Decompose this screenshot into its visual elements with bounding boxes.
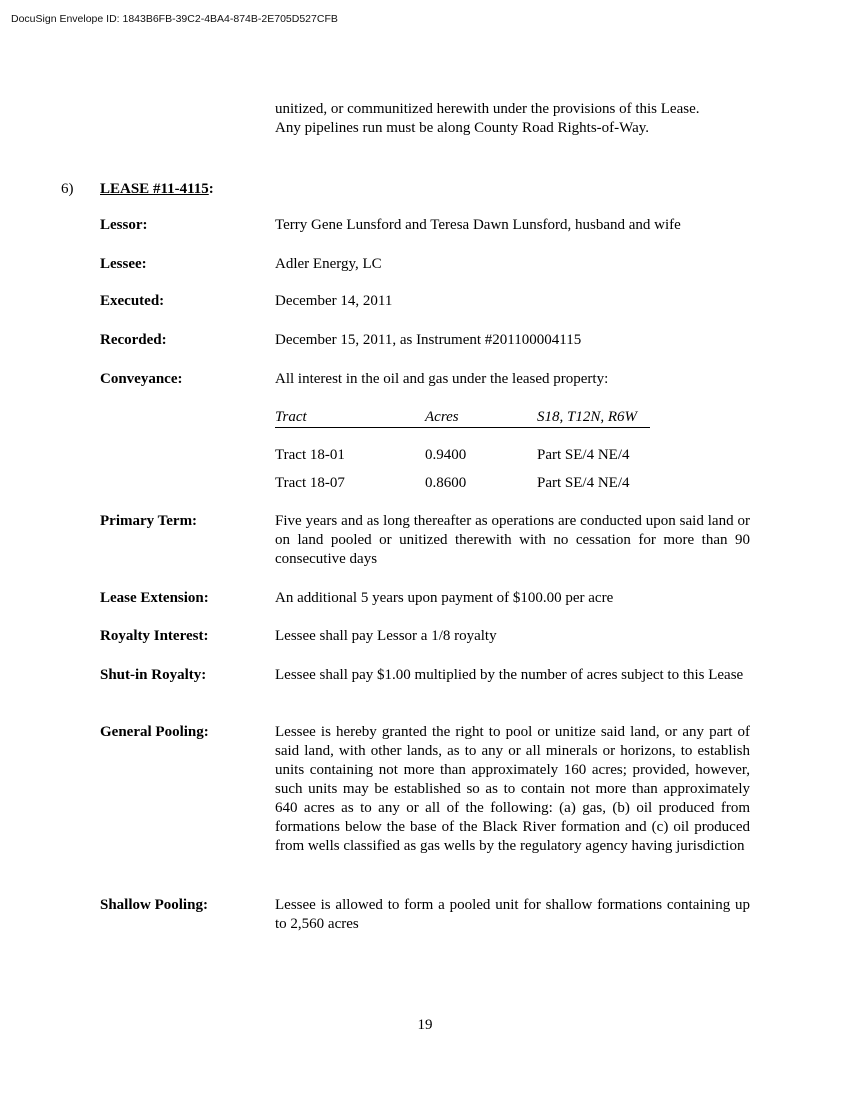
shutin-royalty-label: Shut-in Royalty:	[100, 667, 207, 683]
tract-table-header	[275, 408, 650, 428]
lessee-label: Lessee:	[100, 256, 147, 272]
page-number: 19	[417, 1017, 433, 1033]
table-row	[275, 446, 650, 465]
royalty-interest-label: Royalty Interest:	[100, 628, 209, 644]
tract-cell: Tract 18-01	[275, 447, 345, 463]
executed-value: December 14, 2011	[275, 293, 393, 309]
acres-cell: 0.8600	[425, 475, 467, 491]
lease-extension-value: An additional 5 years upon payment of $100.00 per acre	[275, 590, 614, 606]
general-pooling-value: Lessee is hereby granted the right to pool or unitize said land, or any part of said land, with other lands, as to any or all minerals or horizons, to establish units containing not more than approximately 160 acres; provided, however, such units may be established so as to contain not more than approximately 640 acres as to any or all of the following: (a) gas, (b) oil produced from formations below the base of the Black River formation and (c) oil produced from wells classified as gas wells by the regulatory agency having jurisdiction	[275, 724, 750, 854]
acres-cell: 0.9400	[425, 447, 467, 463]
recorded-value: December 15, 2011, as Instrument #201100004115	[275, 332, 582, 348]
royalty-interest-value: Lessee shall pay Lessor a 1/8 royalty	[275, 628, 497, 644]
conveyance-label: Conveyance:	[100, 371, 183, 387]
lease-title-suffix: :	[208, 181, 214, 197]
general-pooling-label: General Pooling:	[100, 724, 209, 740]
conveyance-value: All interest in the oil and gas under the leased property:	[275, 371, 609, 387]
recorded-label: Recorded:	[100, 332, 167, 348]
tract-cell: Tract 18-07	[275, 475, 345, 491]
primary-term-label: Primary Term:	[100, 513, 198, 529]
lease-heading	[100, 180, 214, 199]
shutin-royalty-value: Lessee shall pay $1.00 multiplied by the number of acres subject to this Lease	[275, 667, 744, 683]
executed-label: Executed:	[100, 293, 165, 309]
lessor-value: Terry Gene Lunsford and Teresa Dawn Lunsford, husband and wife	[275, 217, 681, 233]
table-row	[275, 474, 650, 493]
acres-column-header: Acres	[425, 409, 459, 425]
docusign-envelope-id: DocuSign Envelope ID: 1843B6FB-39C2-4BA4-874B-2E705D527CFB	[11, 13, 338, 25]
lease-extension-label: Lease Extension:	[100, 590, 209, 606]
lease-title: LEASE #11-4115	[100, 181, 209, 197]
shallow-pooling-label: Shallow Pooling:	[100, 897, 208, 913]
continuation-text	[275, 100, 750, 138]
primary-term-value: Five years and as long thereafter as operations are conducted upon said land or on land pooled or unitized therewith with no cessation for more than 90 consecutive days	[275, 513, 750, 567]
continuation-line-1: unitized, or communitized herewith under the provisions of this Lease.	[275, 101, 700, 117]
tract-column-header: Tract	[275, 409, 307, 425]
lease-number: 6)	[61, 181, 74, 197]
lessor-label: Lessor:	[100, 217, 148, 233]
continuation-line-2: Any pipelines run must be along County Road Rights-of-Way.	[275, 120, 650, 136]
location-cell: Part SE/4 NE/4	[537, 447, 630, 463]
lessee-value: Adler Energy, LC	[275, 256, 382, 272]
shallow-pooling-value: Lessee is allowed to form a pooled unit for shallow formations containing up to 2,560 acres	[275, 897, 750, 932]
location-column-header: S18, T12N, R6W	[537, 409, 638, 425]
location-cell: Part SE/4 NE/4	[537, 475, 630, 491]
